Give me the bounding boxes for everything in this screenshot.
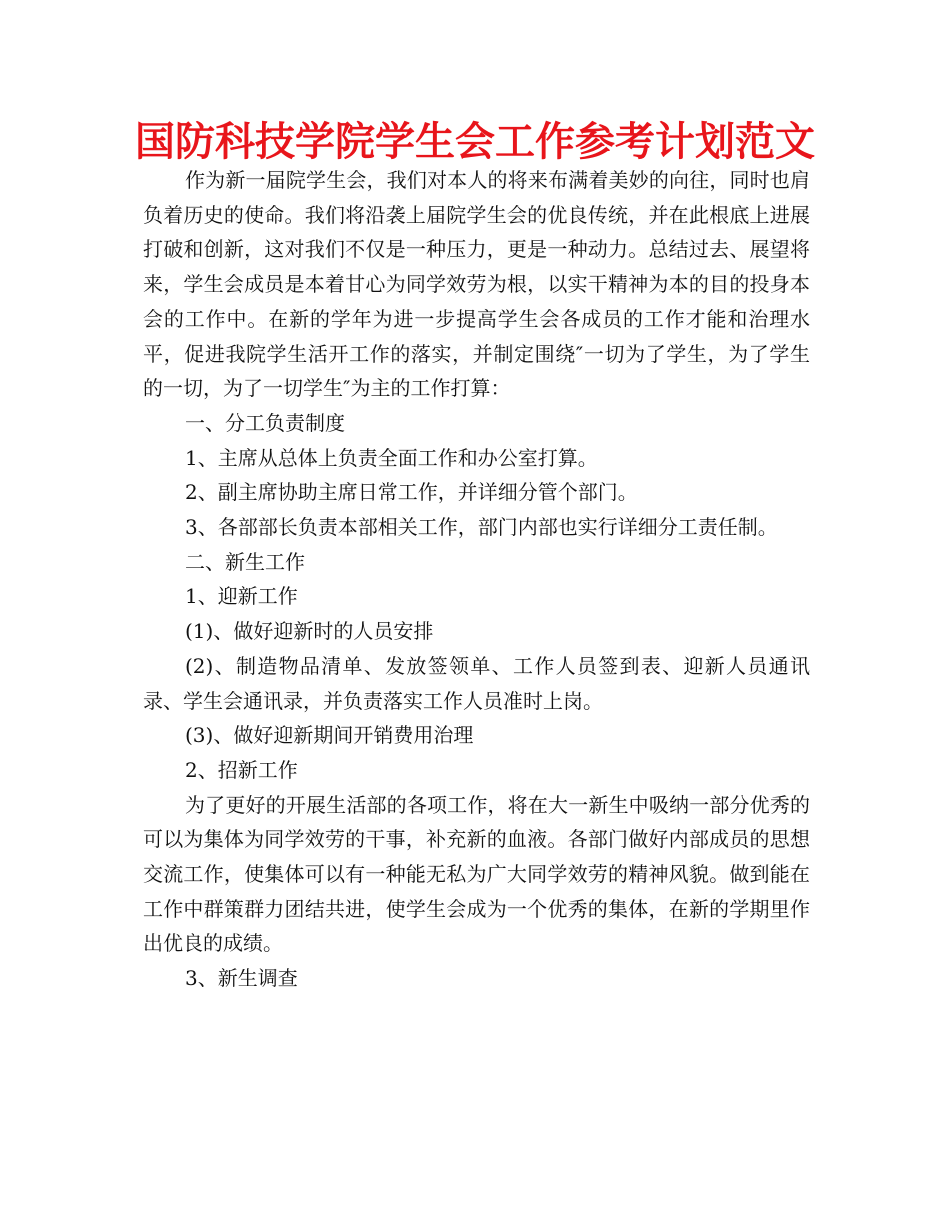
document-body [143, 163, 810, 996]
document-title: 国防科技学院学生会工作参考计划范文 [135, 119, 815, 165]
list-item-checklists: (2)、制造物品清单、发放签领单、工作人员签到表、迎新人员通讯录、学生会通讯录，并负责落实工作人员准时上岗。 [143, 653, 810, 713]
list-item-vice-chairman: 2、副主席协助主席日常工作，并详细分管个部门。 [185, 480, 638, 505]
list-item-department-heads: 3、各部部长负责本部相关工作，部门内部也实行详细分工责任制。 [185, 515, 778, 540]
list-item-chairman: 1、主席从总体上负责全面工作和办公室打算。 [185, 445, 598, 470]
paragraph-recruitment: 为了更好的开展生活部的各项工作，将在大一新生中吸纳一部分优秀的可以为集体为同学效劳的干事，补充新的血液。各部门做好内部成员的思想交流工作，使集体可以有一种能无私为广大同学效劳的精神风貌。做到能在工作中群策群力团结共进，使学生会成为一个优秀的集体，在新的学期里作出优良的成绩。 [143, 792, 810, 956]
section-heading-freshman-work: 二、新生工作 [185, 549, 305, 574]
subheading-freshman-survey: 3、新生调查 [185, 966, 298, 991]
list-item-staffing: (1)、做好迎新时的人员安排 [185, 619, 434, 644]
subheading-welcome-work: 1、迎新工作 [185, 584, 298, 609]
section-heading-division-of-labor: 一、分工负责制度 [185, 410, 345, 435]
subheading-recruitment: 2、招新工作 [185, 757, 298, 782]
paragraph-intro: 作为新一届院学生会，我们对本人的将来布满着美妙的向往，同时也肩负着历史的使命。我们将沿袭上届院学生会的优良传统，并在此根底上进展打破和创新，这对我们不仅是一种压力，更是一种动力。总结过去、展望将来，学生会成员是本着甘心为同学效劳为根，以实干精神为本的目的投身本会的工作中。在新的学年为进一步提高学生会各成员的工作才能和治理水平，促进我院学生活开工作的落实，并制定围绕″一切为了学生，为了学生的一切，为了一切学生″为主的工作打算： [143, 168, 810, 401]
list-item-expenses: (3)、做好迎新期间开销费用治理 [185, 723, 474, 748]
